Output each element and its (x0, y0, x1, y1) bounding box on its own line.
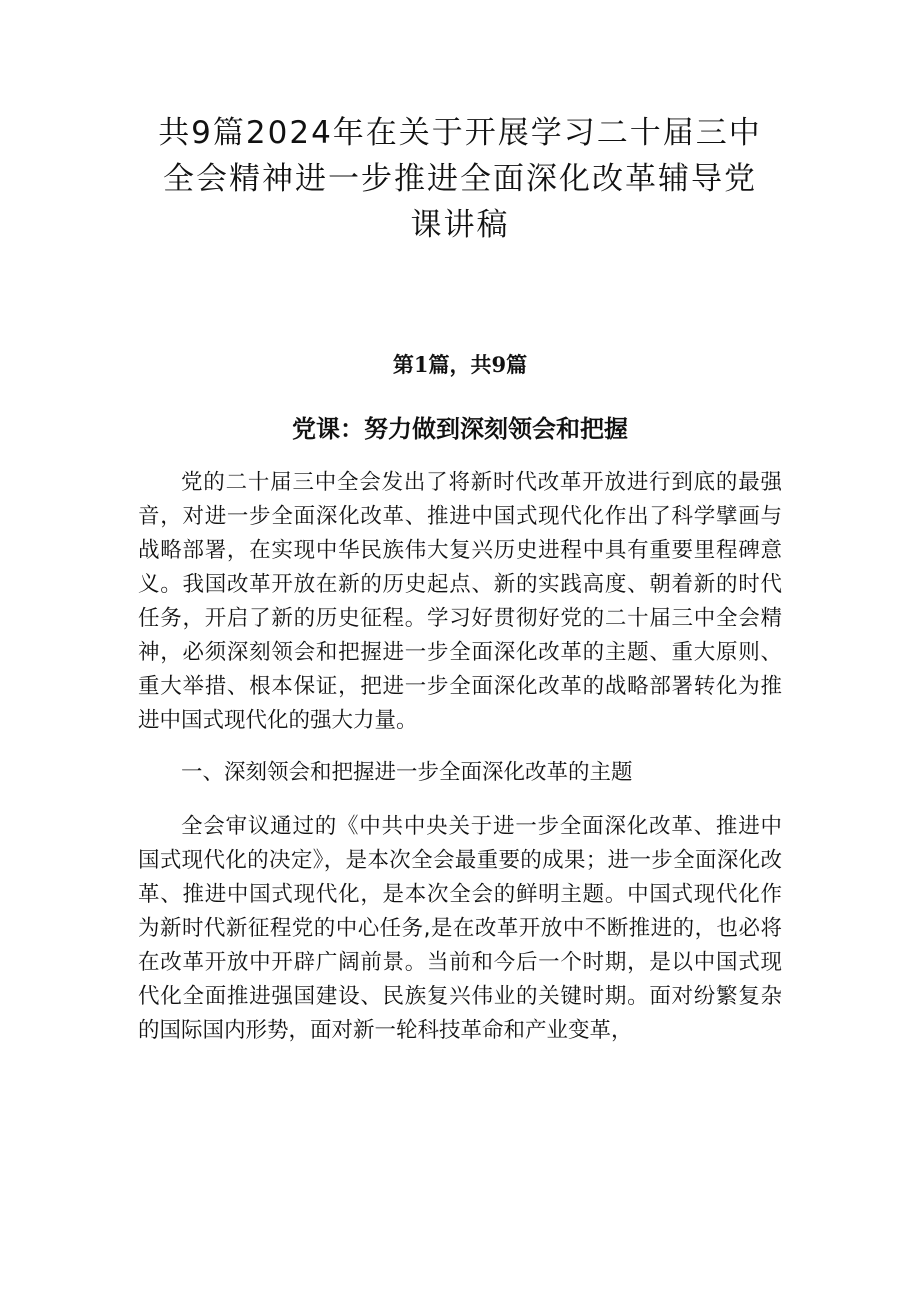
title-line-2: 全会精神进一步推进全面深化改革辅导党 (163, 161, 757, 197)
part-label: 第1篇，共9篇 (392, 352, 528, 377)
document-title (138, 110, 782, 248)
title-line-1: 共9篇2024年在关于开展学习二十届三中 (158, 115, 762, 151)
body-paragraph-1: 党的二十届三中全会发出了将新时代改革开放进行到底的最强音，对进一步全面深化改革、推进中国式现代化作出了科学擘画与战略部署，在实现中华民族伟大复兴历史进程中具有重要里程碑意义。我国改革开放在新的历史起点、新的实践高度、朝着新的时代任务，开启了新的历史征程。学习好贯彻好党的二十届三中全会精神，必须深刻领会和把握进一步全面深化改革的主题、重大原则、重大举措、根本保证，把进一步全面深化改革的战略部署转化为推进中国式现代化的强大力量。 (138, 470, 782, 733)
body-paragraph-2: 全会审议通过的《中共中央关于进一步全面深化改革、推进中国式现代化的决定》，是本次全会最重要的成果；进一步全面深化改革、推进中国式现代化，是本次全会的鲜明主题。中国式现代化作为新时代新征程党的中心任务,是在改革开放中不断推进的，也必将在改革开放中开辟广阔前景。当前和今后一个时期，是以中国式现代化全面推进强国建设、民族复兴伟业的关键时期。面对纷繁复杂的国际国内形势，面对新一轮科技革命和产业变革， (138, 814, 782, 1043)
title-line-3: 课讲稿 (410, 207, 510, 243)
sub-heading-1: 一、深刻领会和把握进一步全面深化改革的主题 (181, 760, 633, 785)
section-heading: 党课：努力做到深刻领会和把握 (292, 415, 628, 443)
